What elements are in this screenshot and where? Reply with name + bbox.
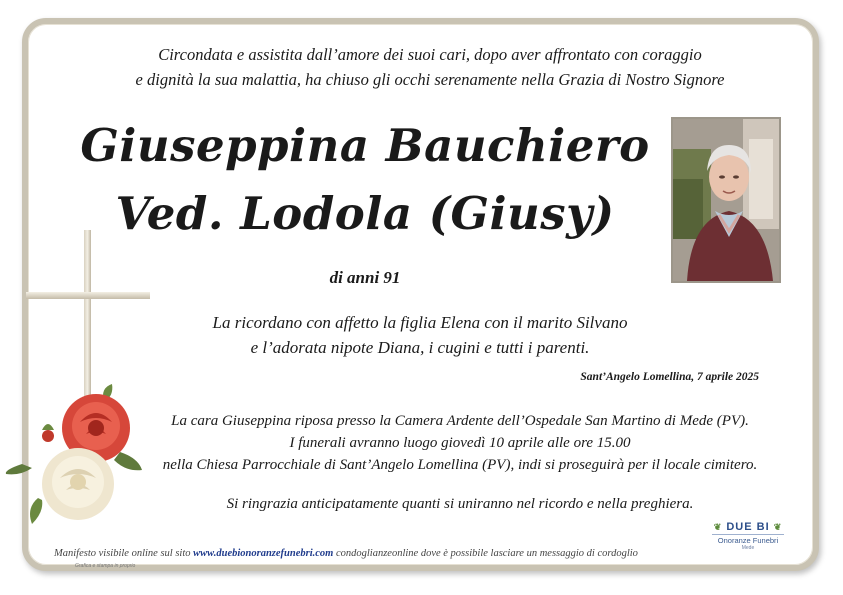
print-credit: Grafica e stampa in proprio xyxy=(75,563,136,569)
intro-text xyxy=(60,42,800,92)
deceased-name xyxy=(60,112,670,248)
relatives-text xyxy=(150,310,690,360)
footer-suffix: condoglianzeonline dove è possibile lasciare un messaggio di cordoglio xyxy=(333,548,638,559)
logo-leaf-icon: ❦ xyxy=(713,522,723,532)
intro-line-2: e dignità la sua malattia, ha chiuso gli occhi serenamente nella Grazia di Nostro Signore xyxy=(135,70,725,89)
intro-line-1: Circondata e assistita dall’amore dei suoi cari, dopo aver affrontato con coraggio xyxy=(158,45,702,64)
deceased-age: di anni 91 xyxy=(329,268,401,287)
arrangements-line-2: I funerali avranno luogo giovedì 10 aprile alle ore 15.00 xyxy=(289,435,631,451)
logo-subtitle: Onoranze Funebri xyxy=(712,534,784,545)
portrait-image xyxy=(673,119,779,281)
relatives-line-2: e l’adorata nipote Diana, i cugini e tutti i parenti. xyxy=(250,338,590,357)
logo-town: Mede xyxy=(741,545,755,551)
logo-brand-b: BI xyxy=(756,521,770,533)
logo-brand xyxy=(706,521,790,533)
website-link[interactable]: www.duebionoranzefunebri.com xyxy=(193,548,334,559)
footer-note xyxy=(54,548,714,559)
roses-icon xyxy=(2,378,142,534)
footer-prefix: Manifesto visibile online sul sito xyxy=(54,548,194,559)
place-date: Sant’Angelo Lomellina, 7 aprile 2025 xyxy=(580,371,759,383)
logo-brand-a: DUE xyxy=(726,521,753,533)
name-line-2: Ved. Lodola (Giusy) xyxy=(115,187,615,240)
logo-leaf-icon-right: ❦ xyxy=(773,522,783,532)
portrait-photo xyxy=(671,117,781,283)
thanks-text: Si ringrazia anticipatamente quanti si uniranno nel ricordo e nella preghiera. xyxy=(226,496,694,512)
arrangements-line-1: La cara Giuseppina riposa presso la Camera Ardente dell’Ospedale San Martino di Mede (PV). xyxy=(171,413,749,429)
funeral-arrangements xyxy=(130,410,790,476)
cross-icon xyxy=(26,230,152,400)
funeral-home-logo xyxy=(706,521,790,565)
name-line-1: Giuseppina Bauchiero xyxy=(80,119,650,172)
relatives-line-1: La ricordano con affetto la figlia Elena con il marito Silvano xyxy=(212,313,628,332)
arrangements-line-3: nella Chiesa Parrocchiale di Sant’Angelo Lomellina (PV), indi si proseguirà per il locale cimitero. xyxy=(162,457,758,473)
